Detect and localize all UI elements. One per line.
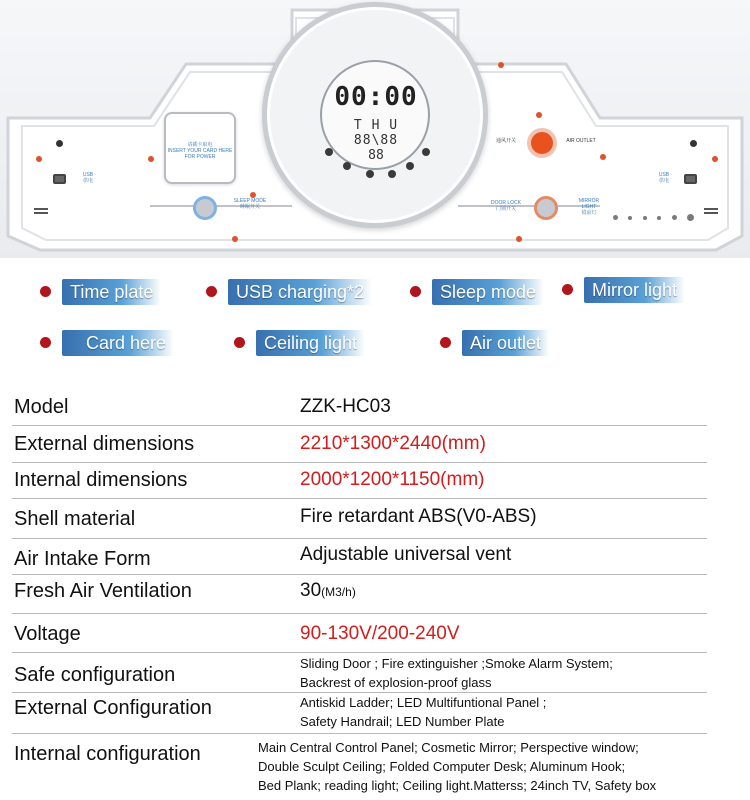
door-lock-button[interactable]: [534, 196, 558, 220]
spec-key: Safe configuration: [14, 664, 176, 686]
spec-value: [300, 693, 546, 731]
card-slot-text: 请插卡取电 INSERT YOUR CARD HERE FOR POWER: [167, 142, 233, 160]
mirror-light-label: MIRROR LIGHT 镜前灯: [578, 198, 600, 216]
spec-value: 2000*1200*1150(mm): [300, 469, 485, 490]
row-divider: [12, 652, 707, 653]
red-marker: [712, 156, 718, 162]
feature-label: Air outlet: [462, 330, 549, 356]
spec-value: [300, 654, 613, 692]
red-marker: [148, 156, 154, 162]
dimmer-dot: [687, 214, 694, 221]
spec-value: ZZK-HC03: [300, 396, 391, 417]
spec-value-line: Safety Handrail; LED Number Plate: [300, 714, 505, 729]
spec-value: 90-130V/200-240V: [300, 623, 460, 644]
dial-led: [325, 148, 333, 156]
fresh-air-value: 30: [300, 580, 322, 601]
dial-led: [422, 148, 430, 156]
sleep-mode-label: SLEEP MODE 睡眠开关: [233, 198, 267, 210]
dimmer-dot: [628, 216, 632, 220]
row-divider: [12, 462, 707, 463]
spec-value: [258, 738, 748, 795]
indicator-light: [56, 140, 63, 147]
dimmer-dot: [613, 215, 618, 220]
row-divider: [12, 574, 707, 575]
spec-value: 2210*1300*2440(mm): [300, 433, 486, 454]
row-divider: [12, 425, 707, 426]
spec-value: Fire retardant ABS(V0-ABS): [300, 506, 537, 527]
red-marker: [600, 154, 606, 160]
dimmer-dot: [672, 215, 677, 220]
feature-label: Sleep mode: [432, 279, 544, 305]
speaker-icon: [704, 208, 718, 214]
bullet-icon: [440, 337, 451, 348]
spec-key: External dimensions: [14, 433, 195, 455]
bullet-icon: [562, 284, 573, 295]
spec-value-line: Main Central Control Panel; Cosmetic Mirror; Perspective window;: [258, 740, 639, 755]
spec-value-line: Bed Plank; reading light; Ceiling light.Matterss; 24inch TV, Safety box: [258, 778, 657, 793]
red-marker: [516, 236, 522, 242]
bullet-icon: [410, 286, 421, 297]
spec-value: [300, 580, 356, 602]
red-marker: [232, 236, 238, 242]
spec-value-line: Backrest of explosion-proof glass: [300, 675, 492, 690]
spec-key: Internal configuration: [14, 743, 201, 765]
air-switch-label: 通风开关: [495, 138, 516, 144]
speaker-icon: [34, 208, 48, 214]
spec-key: External Configuration: [14, 697, 212, 719]
bullet-icon: [40, 286, 51, 297]
dial-led: [366, 170, 374, 178]
card-slot[interactable]: [164, 112, 236, 184]
row-divider: [12, 498, 707, 499]
control-panel: [0, 0, 750, 258]
red-marker: [36, 156, 42, 162]
dimmer-dot: [657, 216, 661, 220]
usb-port-right[interactable]: [684, 174, 697, 184]
spec-key: Fresh Air Ventilation: [14, 580, 192, 602]
feature-label: Time plate: [62, 279, 161, 305]
feature-label: Mirror light: [584, 277, 685, 303]
usb-left-label: USB 供电: [82, 172, 94, 184]
red-marker: [498, 62, 504, 68]
spec-value: Adjustable universal vent: [300, 544, 512, 565]
usb-port-left[interactable]: [53, 174, 66, 184]
fresh-air-unit: (M3/h): [321, 585, 356, 599]
ceiling-light-dimmer[interactable]: [613, 209, 700, 227]
air-outlet-label: AIR OUTLET: [566, 138, 596, 144]
spec-key: Air Intake Form: [14, 548, 151, 570]
dimmer-dot: [643, 216, 647, 220]
temperature-display: 88: [368, 148, 384, 163]
feature-label: Card here: [62, 330, 174, 356]
clock-display: 00:00: [334, 82, 418, 112]
day-date-display: T H U 88\88: [353, 118, 399, 148]
spec-key: Voltage: [14, 623, 81, 645]
dial-led: [343, 162, 351, 170]
row-divider: [12, 613, 707, 614]
sleep-mode-button[interactable]: [193, 196, 217, 220]
dial-led: [406, 162, 414, 170]
feature-label: USB charging*2: [228, 279, 372, 305]
red-marker: [536, 112, 542, 118]
spec-key: Model: [14, 396, 69, 418]
spec-key: Shell material: [14, 508, 136, 530]
bullet-icon: [40, 337, 51, 348]
feature-label: Ceiling light: [256, 330, 365, 356]
indicator-light: [690, 140, 697, 147]
usb-right-label: USB 供电: [658, 172, 670, 184]
spec-value-line: Antiskid Ladder; LED Multifuntional Panel ;: [300, 695, 547, 710]
bullet-icon: [206, 286, 217, 297]
spec-value-line: Sliding Door ; Fire extinguisher ;Smoke Alarm System;: [300, 656, 613, 671]
bullet-icon: [234, 337, 245, 348]
dial-led: [388, 170, 396, 178]
door-lock-label: DOOR LOCK 门锁开关: [490, 200, 521, 212]
air-outlet-button[interactable]: [527, 128, 557, 158]
spec-value-line: Double Sculpt Ceiling; Folded Computer Desk; Aluminum Hook;: [258, 759, 626, 774]
spec-key: Internal dimensions: [14, 469, 188, 491]
row-divider: [12, 538, 707, 539]
row-divider: [12, 733, 707, 734]
